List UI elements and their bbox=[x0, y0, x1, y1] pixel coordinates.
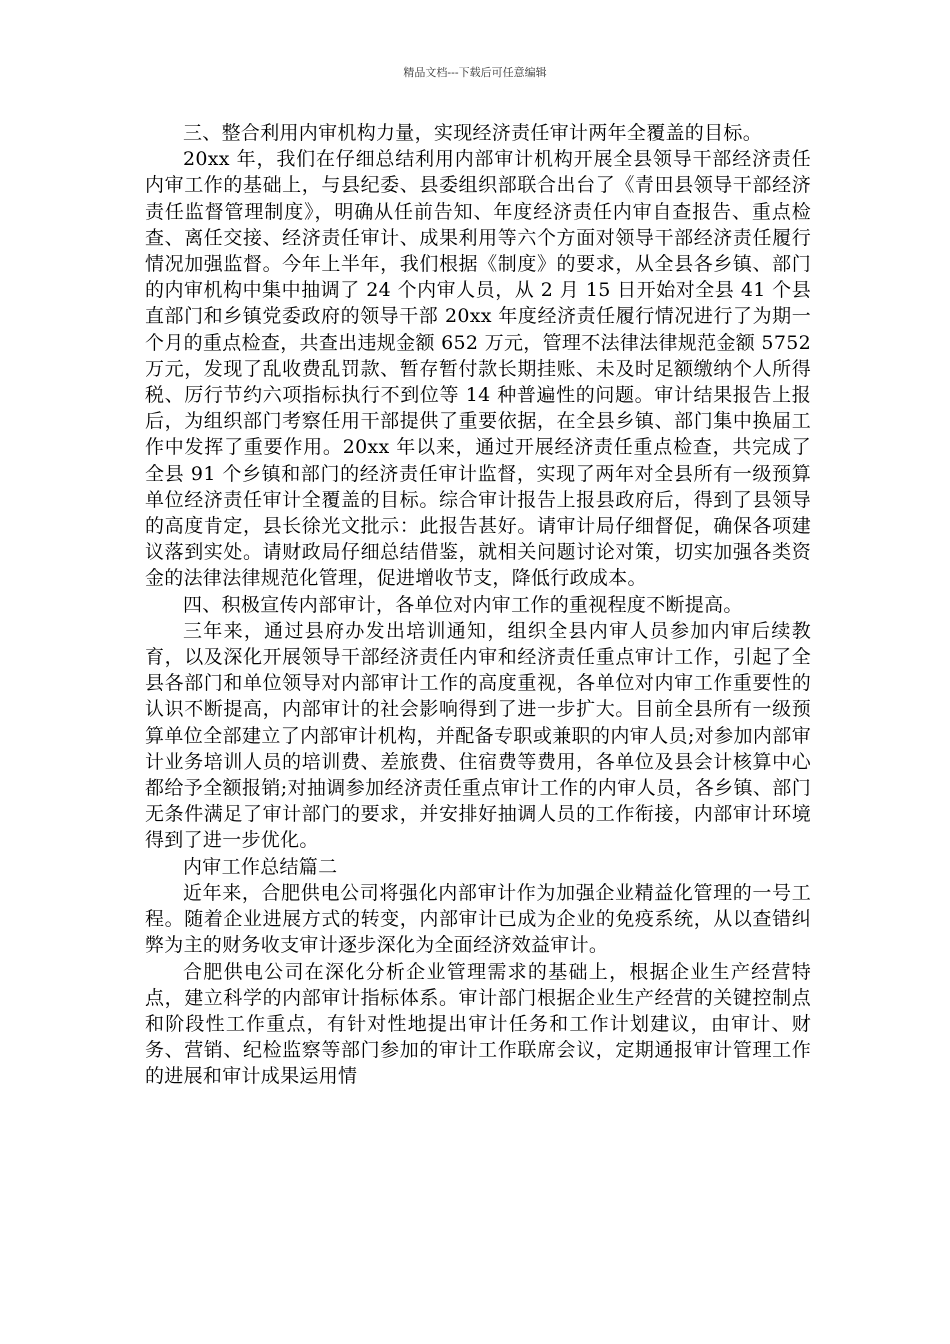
body-paragraph: 20xx 年，我们在仔细总结利用内部审计机构开展全县领导干部经济责任内审工作的基础上，与县纪委、县委组织部联合出台了《青田县领导干部经济责任监督管理制度》，明确从任前告知、年度经济责任内审自查报告、重点检查、离任交接、经济责任审计、成果利用等六个方面对领导干部经济责任履行情况加强监督。今年上半年，我们根据《制度》的要求，从全县各乡镇、部门的内审机构中集中抽调了 24 个内审人员，从 2 月 15 日开始对全县 41 个县直部门和乡镇党委政府的领导干部 20xx 年度经济责任履行情况进行了为期一个月的重点检查，共查出违规金额 652 万元，管理不法律法律规范金额 5752 万元，发现了乱收费乱罚款、暂存暂付款长期挂账、未及时足额缴纳个人所得税、厉行节约六项指标执行不到位等 14 种普遍性的问题。审计结果报告上报后，为组织部门考察任用干部提供了重要依据，在全县乡镇、部门集中换届工作中发挥了重要作用。20xx 年以来，通过开展经济责任重点检查，共完成了全县 91 个乡镇和部门的经济责任审计监督，实现了两年对全县所有一级预算单位经济责任审计全覆盖的目标。综合审计报告上报县政府后，得到了县领导的高度肯定，县长徐光文批示：此报告甚好。请审计局仔细督促，确保各项建议落到实处。请财政局仔细总结借鉴，就相关问题讨论对策，切实加强各类资金的法律法律规范化管理，促进增收节支，降低行政成本。 bbox=[145, 148, 811, 590]
body-paragraph: 近年来，合肥供电公司将强化内部审计作为加强企业精益化管理的一号工程。随着企业进展方式的转变，内部审计已成为企业的免疫系统，从以查错纠弊为主的财务收支审计逐步深化为全面经济效益审计。 bbox=[145, 881, 811, 957]
article-title-part-2: 内审工作总结篇二 bbox=[183, 855, 338, 878]
document-body bbox=[145, 120, 811, 1090]
body-paragraph: 三年来，通过县府办发出培训通知，组织全县内审人员参加内审后续教育，以及深化开展领导干部经济责任内审和经济责任重点审计工作，引起了全县各部门和单位领导对内部审计工作的高度重视，各单位对内审工作重要性的认识不断提高，内部审计的社会影响得到了进一步扩大。目前全县所有一级预算单位全部建立了内部审计机构，并配备专职或兼职的内审人员;对参加内部审计业务培训人员的培训费、差旅费、住宿费等费用，各单位及县会计核算中心都给予全额报销;对抽调参加经济责任重点审计工作的内审人员，各乡镇、部门无条件满足了审计部门的要求，并安排好抽调人员的工作衔接，内部审计环境得到了进一步优化。 bbox=[145, 619, 811, 852]
section-heading-4: 四、积极宣传内部审计，各单位对内审工作的重视程度不断提高。 bbox=[183, 593, 743, 616]
section-heading-3: 三、整合利用内审机构力量，实现经济责任审计两年全覆盖的目标。 bbox=[183, 122, 763, 144]
page-header: 精品文档---下载后可任意编辑 bbox=[403, 66, 547, 79]
body-paragraph: 合肥供电公司在深化分析企业管理需求的基础上，根据企业生产经营特点，建立科学的内部审计指标体系。审计部门根据企业生产经营的关键控制点和阶段性工作重点，有针对性地提出审计任务和工作计划建议，由审计、财务、营销、纪检监察等部门参加的审计工作联席会议，定期通报审计管理工作的进展和审计成果运用情 bbox=[145, 960, 811, 1088]
